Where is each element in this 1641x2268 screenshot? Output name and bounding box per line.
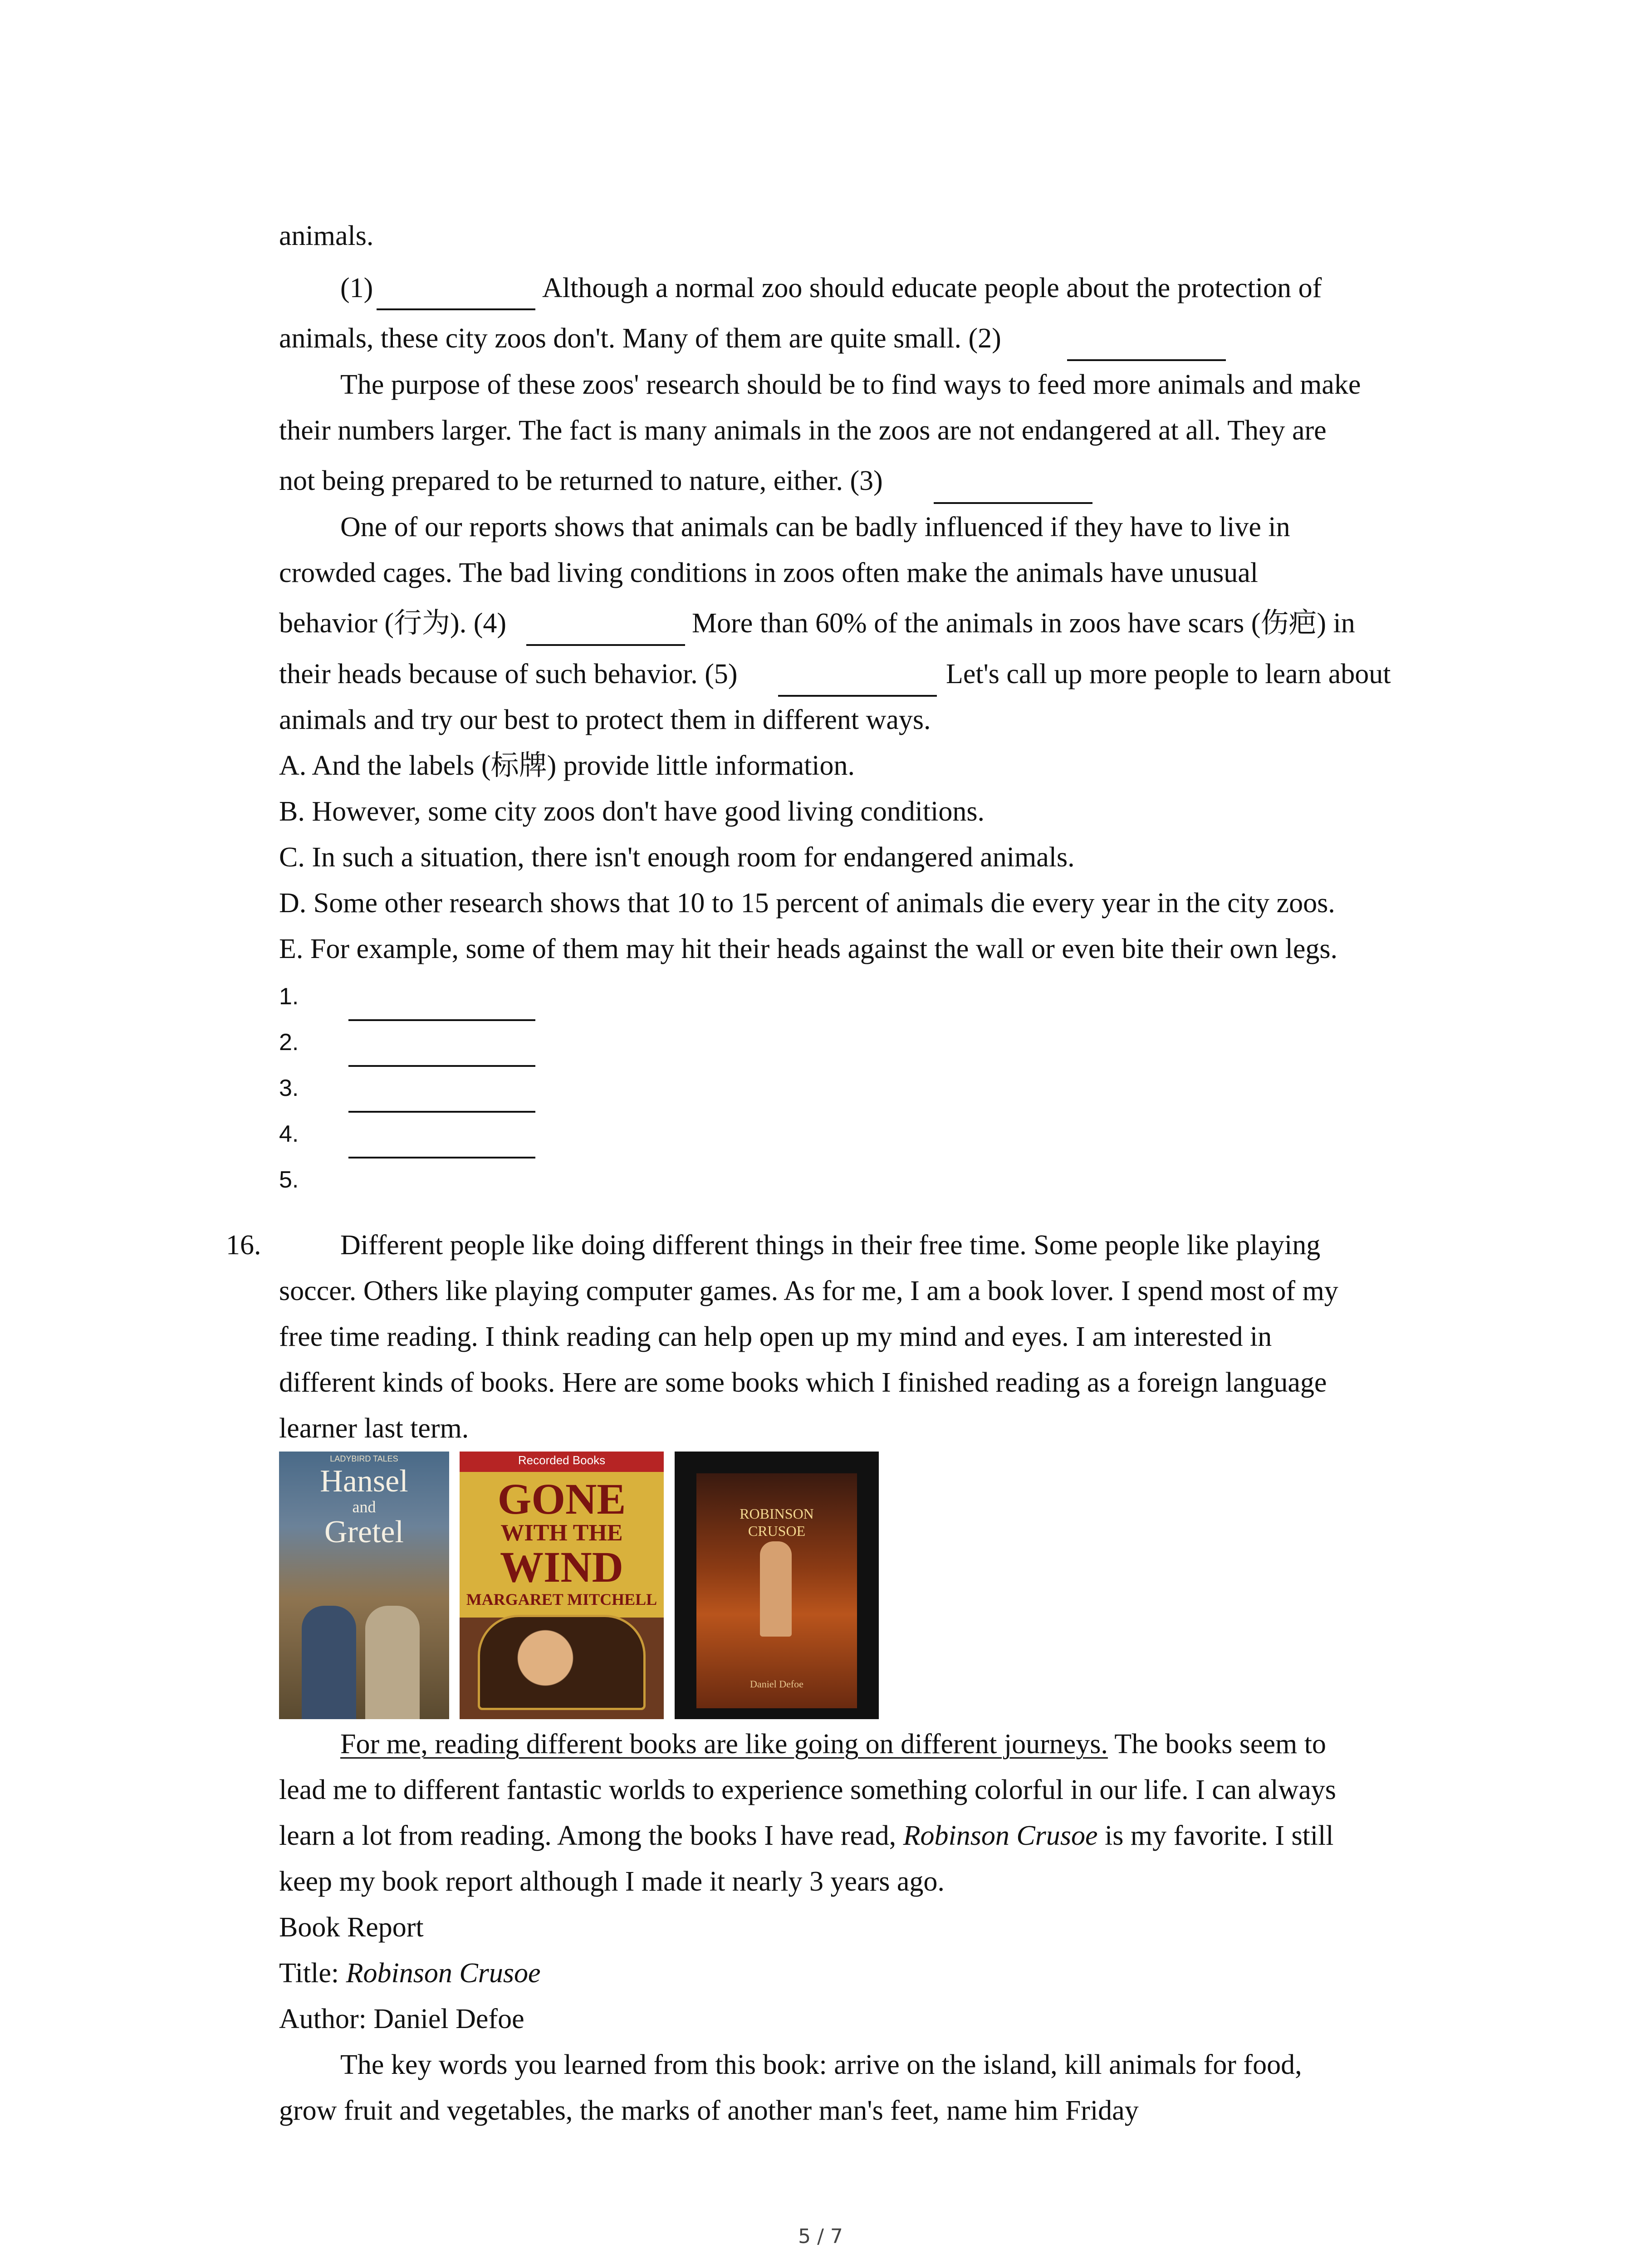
answer-line-1[interactable] [348,1019,535,1021]
passage-line: Let's call up more people to learn about [946,659,1391,689]
child-figure [365,1606,420,1719]
answer-blank-3[interactable] [934,502,1092,504]
question-text: soccer. Others like playing computer games. As for me, I am a book lover. I spend most of my [279,1276,1338,1306]
question-text: learner last term. [279,1413,469,1444]
passage-line: Although a normal zoo should educate people about the protection of [542,273,1322,303]
report-keywords-line: The key words you learned from this book: arrive on the island, kill animals for food, [340,2049,1302,2080]
cover-publisher-label: Recorded Books [518,1453,606,1467]
question-text: free time reading. I think reading can help open up my mind and eyes. I am interested in [279,1321,1272,1352]
cover-title-line: ROBINSON [740,1505,814,1522]
cover-series-label: LADYBIRD TALES [330,1454,398,1463]
answer-number: 5. [279,1167,299,1193]
report-title-value: Robinson Crusoe [346,1958,541,1989]
question-text: different kinds of books. Here are some books which I finished reading as a foreign language [279,1367,1327,1398]
answer-blank-5[interactable] [778,695,937,697]
cover-author: MARGARET MITCHELL [466,1590,657,1608]
passage-line: animals and try our best to protect them in different ways. [279,704,931,735]
passage-line: One of our reports shows that animals can be badly influenced if they have to live in [340,512,1290,543]
cover-title-line: Gretel [324,1515,404,1549]
book-title: Robinson Crusoe [903,1820,1098,1851]
paragraph-line: keep my book report although I made it nearly 3 years ago. [279,1866,945,1897]
passage-line: animals, these city zoos don't. Many of them are quite small. (2) [279,323,1001,354]
cover-title-line: GONE [497,1475,626,1523]
paragraph-line: lead me to different fantastic worlds to experience something colorful in our life. I can always [279,1774,1336,1805]
paragraph-line [279,1813,1334,1859]
paragraph-line [340,1721,1326,1767]
question-number: 16. [226,1230,261,1261]
answer-line-4[interactable] [348,1157,535,1158]
text-span: learn a lot from reading. Among the books I have read, [279,1820,903,1851]
option-e: E. For example, some of them may hit their heads against the wall or even bite their own legs. [279,934,1337,964]
cover-title-line: Hansel [320,1464,408,1499]
cover-photo [478,1615,646,1710]
answer-number: 2. [279,1029,299,1056]
option-b: B. However, some city zoos don't have good living conditions. [279,796,985,827]
option-c: C. In such a situation, there isn't enough room for endangered animals. [279,842,1075,873]
passage-line: The purpose of these zoos' research should be to find ways to feed more animals and make [340,369,1361,400]
underlined-sentence: For me, reading different books are like going on different journeys. [340,1729,1108,1760]
option-a: A. And the labels (标牌) provide little information. [279,750,855,781]
child-figure [302,1606,356,1719]
report-title-label: Title: [279,1958,346,1989]
cover-title [279,1465,449,1549]
text-span: is my favorite. I still [1097,1820,1334,1851]
answer-blank-1[interactable] [377,308,535,310]
cover-title [696,1505,857,1540]
cover-title-line: and [352,1498,376,1516]
answer-number: 3. [279,1075,299,1101]
cover-title [460,1475,664,1591]
option-d: D. Some other research shows that 10 to 15 percent of animals die every year in the city zoos. [279,888,1335,919]
passage-line: behavior (行为). (4) [279,608,506,639]
cover-painting [696,1473,857,1708]
answer-number: 1. [279,983,299,1010]
gone-with-the-wind-cover-image [460,1452,664,1719]
hansel-and-gretel-cover-image [279,1452,449,1719]
passage-line: their numbers larger. The fact is many animals in the zoos are not endangered at all. They are [279,415,1327,446]
report-heading: Book Report [279,1912,424,1943]
answer-line-2[interactable] [348,1065,535,1067]
answer-line-3[interactable] [348,1111,535,1113]
passage-line: crowded cages. The bad living conditions in zoos often make the animals have unusual [279,557,1258,588]
report-keywords-line: grow fruit and vegetables, the marks of another man's feet, name him Friday [279,2095,1139,2126]
answer-blank-4[interactable] [526,644,685,646]
answer-number: 4. [279,1121,299,1147]
cover-author: Daniel Defoe [750,1678,803,1690]
passage-line: animals. [279,220,374,251]
report-author-line: Author: Daniel Defoe [279,2004,524,2034]
castaway-figure [760,1541,792,1637]
passage-line: not being prepared to be returned to nature, either. (3) [279,465,883,496]
cover-title-line: WIND [500,1543,623,1591]
cover-title-line: CRUSOE [748,1523,806,1539]
robinson-crusoe-cover-image [675,1452,879,1719]
passage-line: (1) [340,273,373,303]
answer-blank-2[interactable] [1067,359,1226,361]
page-number: 5 / 7 [798,2225,843,2248]
passage-line: their heads because of such behavior. (5) [279,659,738,689]
report-title-line [279,1950,540,1996]
question-text: Different people like doing different things in their free time. Some people like playing [340,1230,1321,1261]
passage-line: More than 60% of the animals in zoos have scars (伤疤) in [692,608,1355,639]
sentence-continuation: The books seem to [1107,1729,1326,1760]
cover-title-line: WITH THE [500,1520,623,1546]
